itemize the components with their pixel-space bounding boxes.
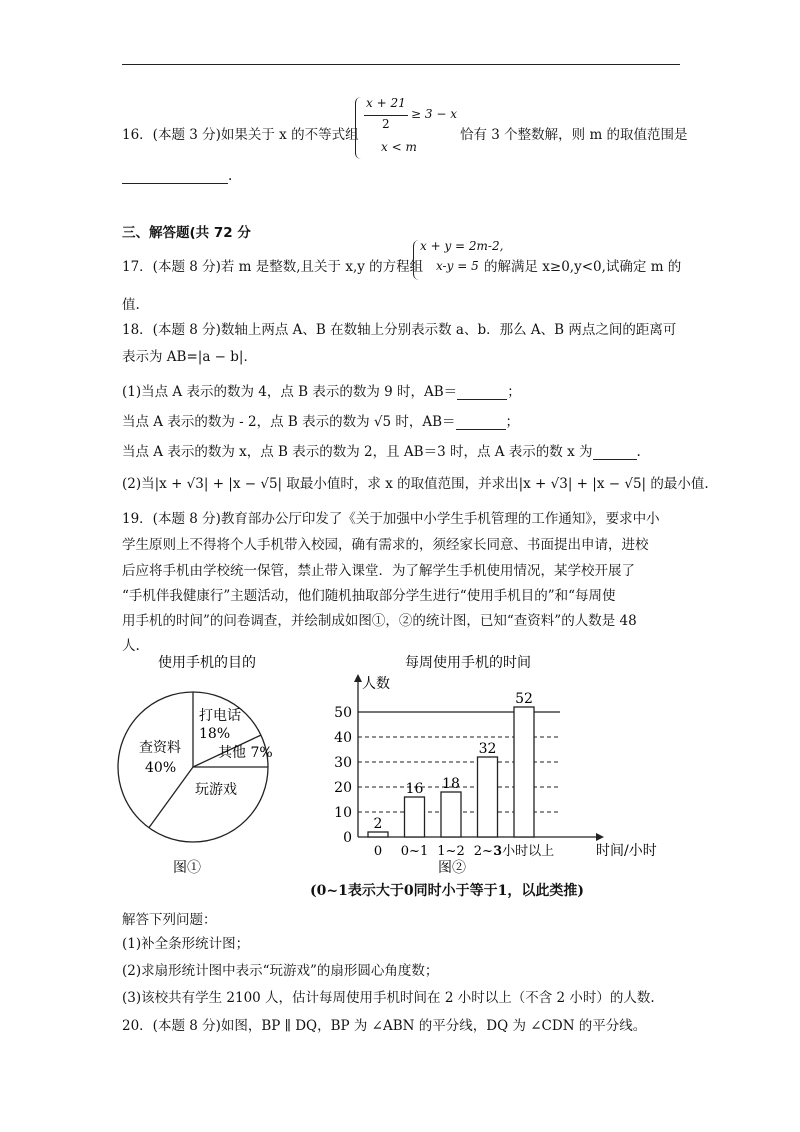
- q20-text: 20．(本题 8 分)如图，BP ∥ DQ，BP 为 ∠ABN 的平分线，DQ 为 ∠CDN 的平分线。: [122, 1018, 647, 1034]
- q16-suffix: 恰有 3 个整数解，则 m 的取值范围是: [460, 127, 688, 143]
- pie-slices: [118, 692, 268, 842]
- x-tick-label-0: 0: [373, 844, 383, 859]
- q16-num: x + 21: [366, 96, 406, 110]
- pie-slice-boundary-3: [149, 767, 193, 828]
- q18-line1: 18．(本题 8 分)数轴上两点 A、B 在数轴上分别表示数 a、b．那么 A、B 两点之间的距离可: [122, 322, 677, 338]
- y-tick-label-20: 20: [334, 780, 352, 796]
- q19-line-6: 人.: [122, 638, 140, 654]
- q18-p3-text: 当点 A 表示的数为 x，点 B 表示的数为 2，且 AB＝3 时，点 A 表示的数 x 为: [122, 444, 593, 460]
- y-tick-label-0: 0: [343, 830, 352, 846]
- bar-3: [478, 757, 498, 837]
- q18-p2-end: ；: [505, 414, 520, 430]
- q19-question-3: (3)该校共有学生 2100 人，估计每周使用手机时间在 2 小时以上（不含 2 小时）的人数.: [122, 990, 655, 1006]
- q18-part4: (2)当|x + √3| + |x − √5| 取最小值时，求 x 的取值范围，并求出|x + √3| + |x − √5| 的最小值.: [122, 476, 709, 492]
- x-tick-label-2: 1~2: [437, 844, 465, 859]
- x-tick-label-3: 2~3: [473, 844, 502, 859]
- section-title: 三、解答题(共 72 分: [122, 225, 251, 241]
- q19-question-1: (1)补全条形统计图；: [122, 936, 250, 952]
- y-tick-label-50: 50: [334, 705, 352, 721]
- pie-label-call-pct: 18%: [199, 726, 231, 742]
- q18-blank-2: [456, 415, 506, 430]
- bar-xlabel: 时间/小时: [596, 843, 657, 859]
- pie-label-research: 查资料: [139, 740, 181, 756]
- y-tick-label-10: 10: [334, 805, 352, 821]
- y-axis-arrow: [354, 674, 362, 682]
- q18-p1-end: ；: [507, 384, 521, 400]
- q18-blank-3: [593, 445, 637, 460]
- q16-line2: x < m: [381, 140, 417, 154]
- x-tick-label-4: 3小时以上: [493, 844, 555, 859]
- bar-2: [441, 792, 461, 837]
- q17-eq2: x-y = 5: [436, 259, 479, 273]
- bar-value-label-3: 32: [478, 741, 497, 757]
- bar-value-label-4: 52: [515, 691, 533, 707]
- bar-value-label-1: 16: [405, 781, 424, 797]
- q18-part2: [122, 410, 519, 430]
- q18-part3: [122, 440, 641, 460]
- q18-p1-text: (1)当点 A 表示的数为 4，点 B 表示的数为 9 时，AB＝: [122, 384, 458, 400]
- bar-4: [514, 707, 534, 837]
- q17-prefix: 17．(本题 8 分)若 m 是整数,且关于 x,y 的方程组: [122, 259, 424, 275]
- q19-line-3: 后应将手机由学校统一保管，禁止带入课堂．为了解学生手机使用情况，某学校开展了: [122, 563, 635, 579]
- header-rule: [122, 64, 680, 65]
- q19-line-5: 用手机的时间”的问卷调查，并绘制成如图①，②的统计图，已知“查资料”的人数是 48: [122, 613, 637, 629]
- x-axis-arrow: [596, 833, 604, 841]
- q16-period: .: [228, 168, 233, 184]
- y-tick-label-30: 30: [334, 755, 352, 771]
- q18-line2: 表示为 AB=|a − b|．: [122, 349, 257, 365]
- q19-line-1: 19．(本题 8 分)教育部办公厅印发了《关于加强中小学生手机管理的工作通知》，要求中小: [122, 511, 660, 527]
- bar-value-label-2: 18: [442, 776, 460, 792]
- fig2-caption: 图②: [438, 860, 466, 875]
- pie-label-other: 其他 7%: [218, 745, 273, 761]
- q19-question-intro: 解答下列问题：: [122, 912, 217, 928]
- q19-line-4: “手机伴我健康行”主题活动，他们随机抽取部分学生进行“使用手机目的”和“每周使: [122, 588, 616, 604]
- q17-brace: [413, 240, 420, 280]
- q18-part1: [122, 380, 521, 400]
- bar-value-label-0: 2: [373, 816, 383, 832]
- q17-suffix: 的解满足 x≥0,y<0,试确定 m 的: [484, 259, 682, 275]
- pie-title: 使用手机的目的: [158, 655, 256, 671]
- q19-question-2: (2)求扇形统计图中表示“玩游戏”的扇形圆心角度数；: [122, 963, 439, 979]
- bar-0: [368, 832, 388, 837]
- q16-fraction-bar: [364, 115, 408, 116]
- fig1-caption: 图①: [173, 860, 201, 876]
- bar-plot: [334, 674, 604, 859]
- bar-ylabel: 人数: [362, 676, 390, 692]
- q18-p3-end: .: [636, 444, 641, 460]
- bar-chart: [320, 650, 665, 875]
- pie-label-games: 玩游戏: [195, 782, 237, 798]
- pie-label-call: 打电话: [199, 708, 241, 724]
- q19-line-2: 学生原则上不得将个人手机带入校园，确有需求的，须经家长同意、书面提出申请，进校: [122, 537, 649, 553]
- pie-label-research-pct: 40%: [145, 760, 177, 776]
- bar-1: [405, 797, 425, 837]
- q16-prefix: 16．(本题 3 分)如果关于 x 的不等式组: [122, 127, 359, 143]
- q16-rhs: ≥ 3 − x: [411, 107, 457, 121]
- bar-note: (0~1表示大于0同时小于等于1，以此类推): [310, 883, 584, 899]
- q16-answer-line: [122, 168, 232, 184]
- q16-den: 2: [382, 117, 390, 131]
- q18-blank-1: [457, 385, 507, 400]
- bar-title: 每周使用手机的时间: [405, 655, 531, 671]
- q16-blank: [122, 169, 228, 184]
- pie-chart: [115, 650, 300, 880]
- q17-eq1: x + y = 2m-2,: [420, 239, 504, 253]
- q16-brace: [355, 97, 362, 159]
- x-tick-label-1: 0~1: [400, 844, 429, 859]
- q18-p2-text: 当点 A 表示的数为 - 2，点 B 表示的数为 √5 时，AB＝: [122, 414, 456, 430]
- q17-line2: 值.: [122, 297, 140, 313]
- y-tick-label-40: 40: [334, 730, 352, 746]
